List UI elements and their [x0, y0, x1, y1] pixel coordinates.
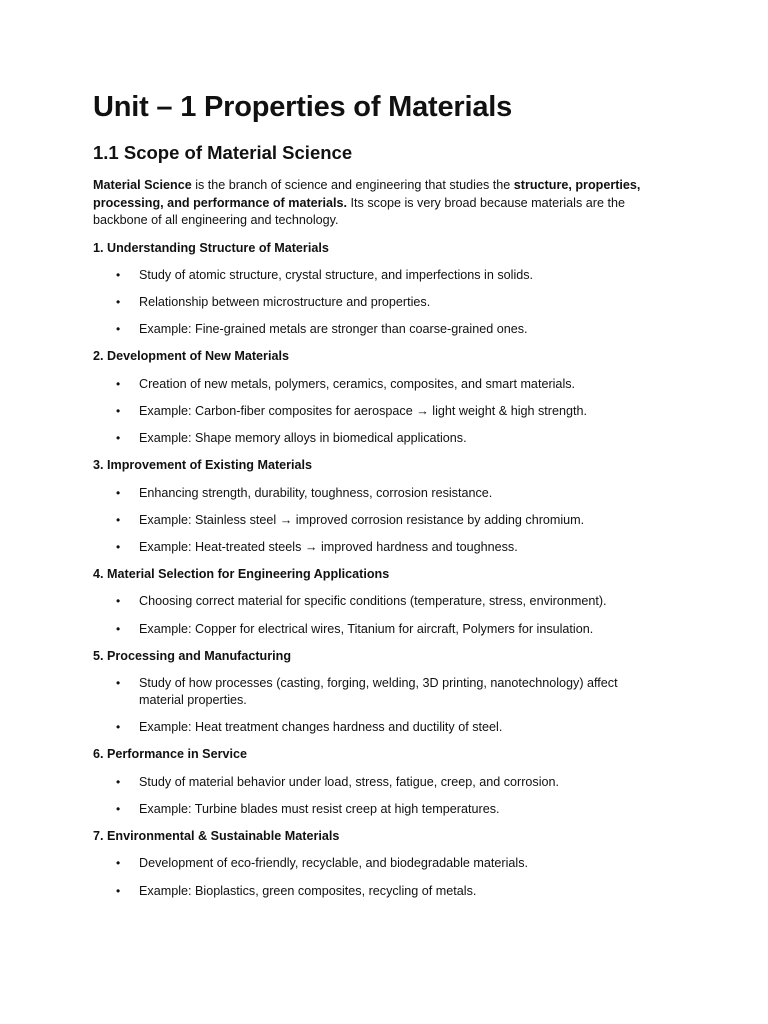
- list-item-text: Example: Bioplastics, green composites, recycling of metals.: [139, 883, 477, 898]
- bullet-icon: •: [116, 295, 121, 310]
- list-item: [93, 539, 639, 556]
- section-heading: 1.1 Scope of Material Science: [93, 142, 353, 163]
- list-item: [93, 675, 639, 709]
- bullet-icon: •: [116, 883, 121, 898]
- list-item: [93, 267, 639, 284]
- list-item-text: Example: Copper for electrical wires, Titanium for aircraft, Polymers for insulation.: [139, 621, 594, 636]
- list-item: [93, 321, 639, 338]
- list-item-text: Example: Fine-grained metals are stronger than coarse-grained ones.: [139, 322, 528, 337]
- scope-section: [93, 828, 683, 900]
- bullet-icon: •: [116, 774, 121, 789]
- scope-section-title: 7. Environmental & Sustainable Materials: [93, 828, 340, 843]
- list-item-text: Example: Stainless steel → improved corrosion resistance by adding chromium.: [139, 512, 585, 527]
- bullet-icon: •: [116, 621, 121, 636]
- intro-term: Material Science: [93, 178, 192, 192]
- scope-section-title: 3. Improvement of Existing Materials: [93, 458, 313, 473]
- bullet-icon: •: [116, 403, 121, 418]
- page-title: Unit – 1 Properties of Materials: [93, 91, 513, 123]
- list-item: [93, 621, 639, 638]
- bullet-list: [93, 376, 683, 448]
- list-item: [93, 512, 639, 529]
- scope-section: [93, 240, 683, 339]
- bullet-icon: •: [116, 801, 121, 816]
- list-item-text: Development of eco-friendly, recyclable, and biodegradable materials.: [139, 856, 528, 871]
- list-item: [93, 430, 639, 447]
- scope-section: [93, 566, 683, 638]
- bullet-icon: •: [116, 376, 121, 391]
- scope-section-title: 6. Performance in Service: [93, 747, 248, 762]
- list-item: [93, 485, 639, 502]
- list-item: [93, 855, 639, 872]
- document-page: [93, 88, 683, 900]
- intro-bold-phrase: structure, properties, processing, and performance of materials.: [93, 178, 641, 210]
- intro-text-2: Its scope is very broad because materials are the backbone of all engineering and technology.: [93, 195, 625, 227]
- scope-section: [93, 648, 683, 737]
- bullet-icon: •: [116, 720, 121, 735]
- list-item-text: Enhancing strength, durability, toughness, corrosion resistance.: [139, 485, 493, 500]
- bullet-list: [93, 267, 683, 339]
- bullet-list: [93, 675, 683, 736]
- bullet-icon: •: [116, 431, 121, 446]
- list-item-text: Creation of new metals, polymers, ceramics, composites, and smart materials.: [139, 376, 576, 391]
- bullet-list: [93, 855, 683, 899]
- scope-section-title: 2. Development of New Materials: [93, 349, 289, 364]
- scope-section-title: 4. Material Selection for Engineering Applications: [93, 567, 390, 582]
- list-item-text: Example: Carbon-fiber composites for aerospace → light weight & high strength.: [139, 403, 588, 418]
- list-item-text: Example: Heat-treated steels → improved hardness and toughness.: [139, 540, 518, 555]
- scope-section: [93, 457, 683, 556]
- intro-paragraph: [93, 177, 661, 230]
- scope-section-title: 1. Understanding Structure of Materials: [93, 240, 329, 255]
- list-item-text: Study of material behavior under load, stress, fatigue, creep, and corrosion.: [139, 774, 560, 789]
- bullet-icon: •: [116, 856, 121, 871]
- bullet-icon: •: [116, 485, 121, 500]
- list-item-text: Relationship between microstructure and properties.: [139, 295, 431, 310]
- list-item: [93, 376, 639, 393]
- scope-sections: [93, 240, 683, 900]
- list-item: [93, 883, 639, 900]
- bullet-list: [93, 485, 683, 557]
- list-item-text: Choosing correct material for specific conditions (temperature, stress, environment).: [139, 594, 607, 609]
- list-item-text: Example: Shape memory alloys in biomedical applications.: [139, 431, 467, 446]
- bullet-list: [93, 593, 683, 637]
- list-item-text: Example: Turbine blades must resist creep at high temperatures.: [139, 801, 500, 816]
- list-item: [93, 593, 639, 610]
- list-item: [93, 294, 639, 311]
- bullet-icon: •: [116, 322, 121, 337]
- list-item: [93, 403, 639, 420]
- scope-section: [93, 746, 683, 818]
- list-item: [93, 801, 639, 818]
- bullet-icon: •: [116, 594, 121, 609]
- scope-section-title: 5. Processing and Manufacturing: [93, 648, 292, 663]
- scope-section: [93, 348, 683, 447]
- bullet-icon: •: [116, 540, 121, 555]
- list-item-text: Study of how processes (casting, forging, welding, 3D printing, nanotechnology) affect material properties.: [139, 676, 618, 708]
- bullet-list: [93, 774, 683, 818]
- list-item-text: Example: Heat treatment changes hardness and ductility of steel.: [139, 720, 503, 735]
- bullet-icon: •: [116, 267, 121, 282]
- list-item: [93, 774, 639, 791]
- bullet-icon: •: [116, 676, 121, 691]
- list-item-text: Study of atomic structure, crystal structure, and imperfections in solids.: [139, 267, 534, 282]
- bullet-icon: •: [116, 512, 121, 527]
- list-item: [93, 719, 639, 736]
- intro-text-1: is the branch of science and engineering that studies the: [191, 178, 514, 192]
